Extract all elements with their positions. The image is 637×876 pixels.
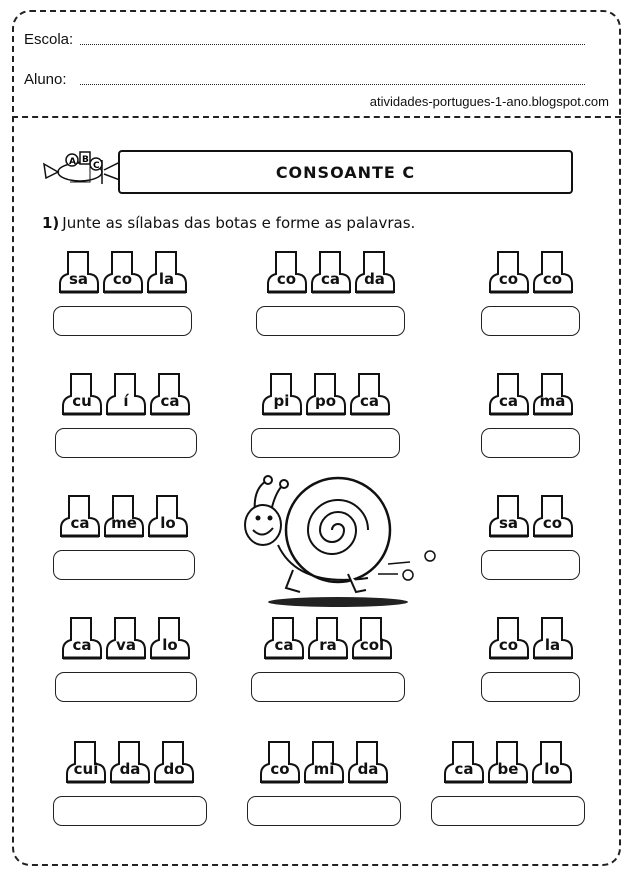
- syllable-label: co: [276, 270, 297, 288]
- boot: [65, 738, 107, 786]
- syllable-label: do: [163, 760, 185, 778]
- boot: [61, 614, 103, 662]
- boot: [103, 492, 145, 540]
- boot: [307, 614, 349, 662]
- boot: [263, 614, 305, 662]
- syllable-label: sa: [498, 514, 519, 532]
- exercise-group: [253, 246, 408, 336]
- syllable-label: ca: [70, 514, 90, 532]
- syllable-label: ca: [498, 392, 518, 410]
- boots-row: [52, 368, 200, 418]
- boots-row: [52, 612, 200, 662]
- syllable-label: co: [112, 270, 133, 288]
- boot: [351, 614, 393, 662]
- answer-box[interactable]: [431, 796, 585, 826]
- boot: [59, 492, 101, 540]
- boot: [487, 738, 529, 786]
- syllable-label: co: [542, 270, 563, 288]
- exercise-group: [50, 246, 195, 336]
- exercise-group: [244, 736, 404, 826]
- instruction: [42, 214, 415, 232]
- syllable-label: ca: [274, 636, 294, 654]
- syllable-label: be: [497, 760, 519, 778]
- boot: [531, 738, 573, 786]
- boot: [354, 248, 396, 296]
- boot: [105, 370, 147, 418]
- exercise-group: [248, 612, 408, 702]
- boot: [149, 614, 191, 662]
- boots-row: [428, 736, 588, 786]
- boots-row: [50, 490, 198, 540]
- boot: [61, 370, 103, 418]
- syllable-label: í: [123, 392, 129, 410]
- answer-box[interactable]: [251, 672, 405, 702]
- answer-box[interactable]: [481, 306, 580, 336]
- header-separator: [12, 116, 621, 118]
- syllable-label: da: [364, 270, 385, 288]
- exercise-group: [52, 368, 200, 458]
- syllable-label: cu: [72, 392, 92, 410]
- student-field[interactable]: [80, 84, 585, 85]
- svg-text:B: B: [82, 155, 89, 165]
- page-title: CONSOANTE C: [118, 150, 573, 194]
- boot: [532, 248, 574, 296]
- answer-box[interactable]: [481, 428, 580, 458]
- syllable-label: lo: [160, 514, 176, 532]
- boot: [102, 248, 144, 296]
- boots-row: [248, 368, 403, 418]
- boot: [147, 492, 189, 540]
- syllable-label: sa: [68, 270, 89, 288]
- syllable-label: co: [542, 514, 563, 532]
- boot: [310, 248, 352, 296]
- exercise-group: [478, 368, 583, 458]
- school-field[interactable]: [80, 44, 585, 45]
- answer-box[interactable]: [481, 672, 580, 702]
- syllable-label: mi: [313, 760, 335, 778]
- answer-box[interactable]: [256, 306, 405, 336]
- airplane-icon: [40, 140, 120, 200]
- syllable-label: co: [498, 270, 519, 288]
- answer-box[interactable]: [481, 550, 580, 580]
- syllable-label: col: [359, 636, 385, 654]
- boots-row: [248, 612, 408, 662]
- syllable-label: ca: [160, 392, 180, 410]
- syllable-label: va: [116, 636, 136, 654]
- boot: [105, 614, 147, 662]
- boots-row: [50, 736, 210, 786]
- boot: [532, 370, 574, 418]
- syllable-label: co: [498, 636, 519, 654]
- syllable-label: la: [158, 270, 175, 288]
- syllable-label: po: [314, 392, 337, 410]
- website-url: atividades-portugues-1-ano.blogspot.com: [369, 94, 609, 109]
- syllable-label: da: [119, 760, 141, 778]
- exercise-group: [478, 246, 583, 336]
- boot: [305, 370, 347, 418]
- answer-box[interactable]: [55, 672, 197, 702]
- syllable-label: lo: [162, 636, 178, 654]
- boots-row: [253, 246, 408, 296]
- boot: [349, 370, 391, 418]
- boot: [149, 370, 191, 418]
- boot: [109, 738, 151, 786]
- svg-text:C: C: [93, 161, 100, 171]
- answer-box[interactable]: [53, 306, 192, 336]
- exercise-group: [248, 368, 403, 458]
- answer-box[interactable]: [251, 428, 400, 458]
- boot: [58, 248, 100, 296]
- svg-text:A: A: [69, 157, 76, 167]
- answer-box[interactable]: [55, 428, 197, 458]
- boot: [347, 738, 389, 786]
- boot: [443, 738, 485, 786]
- boot: [146, 248, 188, 296]
- boots-row: [50, 246, 195, 296]
- exercise-group: [52, 612, 200, 702]
- exercise-group: [50, 490, 198, 580]
- syllable-label: co: [270, 760, 290, 778]
- boot: [488, 370, 530, 418]
- boots-row: [478, 490, 583, 540]
- boots-row: [478, 246, 583, 296]
- answer-box[interactable]: [53, 796, 207, 826]
- boot: [153, 738, 195, 786]
- boot: [266, 248, 308, 296]
- boot: [488, 248, 530, 296]
- syllable-label: lo: [544, 760, 560, 778]
- syllable-label: ca: [72, 636, 92, 654]
- boot: [532, 614, 574, 662]
- boot: [261, 370, 303, 418]
- exercise-group: [478, 490, 583, 580]
- boot: [259, 738, 301, 786]
- syllable-label: pi: [273, 392, 290, 410]
- syllable-label: ca: [320, 270, 340, 288]
- instruction-text: Junte as sílabas das botas e forme as palavras.: [62, 214, 416, 232]
- boot: [488, 492, 530, 540]
- boots-row: [478, 368, 583, 418]
- syllable-label: me: [111, 514, 137, 532]
- exercise-group: [428, 736, 588, 826]
- syllable-label: da: [357, 760, 379, 778]
- boot: [303, 738, 345, 786]
- student-label: Aluno:: [24, 71, 67, 88]
- school-label: Escola:: [24, 31, 74, 48]
- instruction-number: 1): [42, 214, 60, 232]
- answer-box[interactable]: [53, 550, 195, 580]
- syllable-label: ca: [359, 392, 379, 410]
- exercise-group: [50, 736, 210, 826]
- boot: [532, 492, 574, 540]
- snail-illustration: [238, 470, 448, 610]
- syllable-label: la: [544, 636, 561, 654]
- boots-row: [244, 736, 404, 786]
- exercise-group: [478, 612, 583, 702]
- syllable-label: cui: [73, 760, 99, 778]
- syllable-label: ra: [319, 636, 337, 654]
- syllable-label: ca: [454, 760, 474, 778]
- boots-row: [478, 612, 583, 662]
- boot: [488, 614, 530, 662]
- answer-box[interactable]: [247, 796, 401, 826]
- syllable-label: ma: [539, 392, 566, 410]
